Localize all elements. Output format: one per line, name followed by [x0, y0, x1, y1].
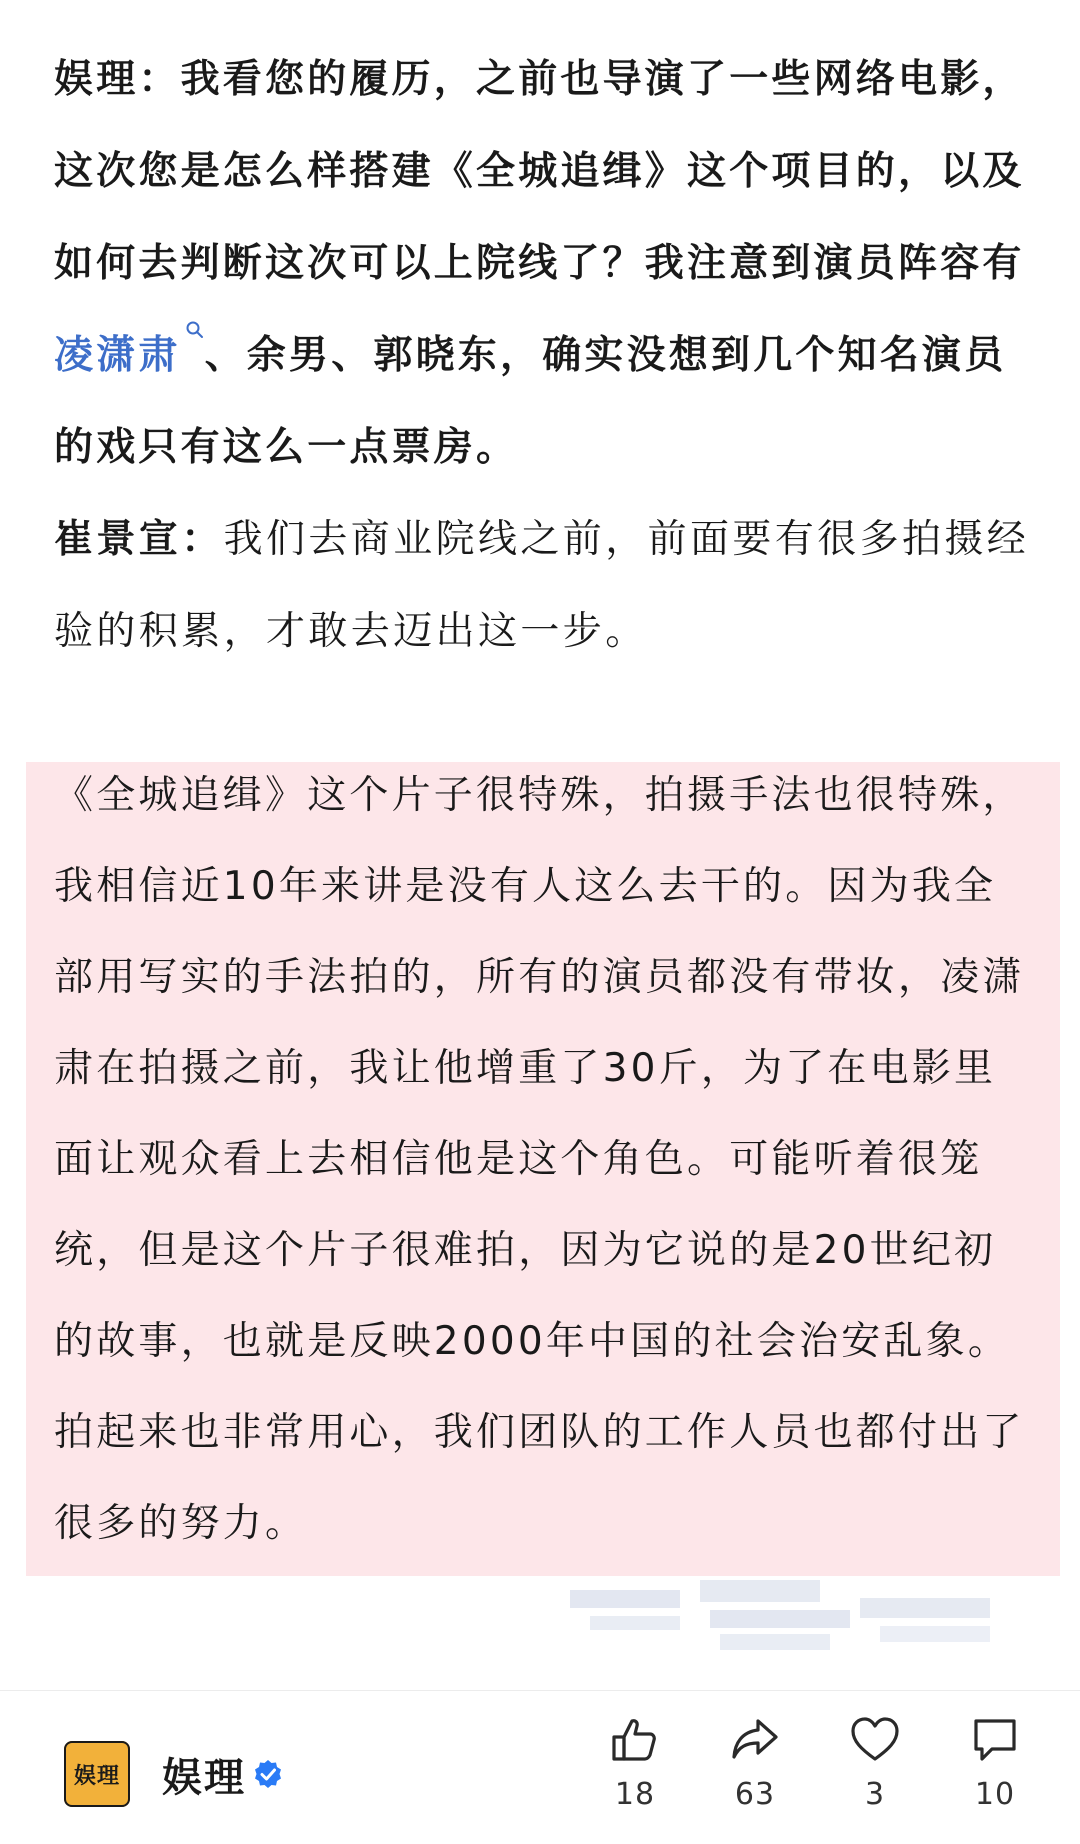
comment-button[interactable] [950, 1713, 1040, 1812]
comment-bubble-icon [968, 1713, 1022, 1767]
like-count: 18 [614, 1777, 656, 1812]
avatar-logo-text: 娱理 [73, 1763, 120, 1789]
heart-icon [848, 1713, 902, 1767]
search-icon[interactable] [185, 320, 205, 340]
avatar[interactable] [64, 1741, 130, 1807]
author-name[interactable]: 娱理 [162, 1754, 246, 1801]
answer-paragraph [54, 494, 1032, 678]
favorite-button[interactable] [830, 1713, 920, 1812]
question-speaker: 娱理： [54, 57, 181, 102]
repost-button[interactable] [710, 1713, 800, 1812]
thumbs-up-icon [608, 1713, 662, 1767]
article-body [54, 34, 1032, 678]
highlight-quote: 《全城追缉》这个片子很特殊，拍摄手法也很特殊，我相信近10年来讲是没有人这么去干的。因为我全部用写实的手法拍的，所有的演员都没有带妆，凌潇肃在拍摄之前，我让他增重了30斤，为了在电影里面让观众看上去相信他是这个角色。可能听着很笼统，但是这个片子很难拍，因为它说的是20世纪初的故事，也就是反映2000年中国的社会治安乱象。拍起来也非常用心，我们团队的工作人员也都付出了很多的努力。 [54, 773, 1025, 1546]
question-paragraph [54, 34, 1032, 494]
repost-count: 63 [734, 1777, 776, 1812]
question-text-part-1: 我看您的履历，之前也导演了一些网络电影，这次您是怎么样搭建《全城追缉》这个项目的，以及如何去判断这次可以上院线了？我注意到演员阵容有 [54, 57, 1025, 286]
favorite-count: 3 [864, 1777, 886, 1812]
like-button[interactable] [590, 1713, 680, 1812]
author-info[interactable] [64, 1741, 284, 1807]
verified-badge-icon [252, 1758, 284, 1790]
actor-link[interactable]: 凌潇肃 [54, 333, 181, 378]
comment-count: 10 [974, 1777, 1016, 1812]
post-footer [0, 1690, 1080, 1844]
answer-speaker: 崔景宣： [54, 517, 224, 562]
question-text-part-2: 、余男、郭晓东，确实没想到几个知名演员的戏只有这么一点票房。 [54, 333, 1007, 470]
answer-text: 我们去商业院线之前，前面要有很多拍摄经验的积累，才敢去迈出这一步。 [54, 517, 1030, 654]
share-arrow-icon [728, 1713, 782, 1767]
action-bar [590, 1713, 1040, 1833]
watermark-graphic [560, 1570, 1020, 1670]
